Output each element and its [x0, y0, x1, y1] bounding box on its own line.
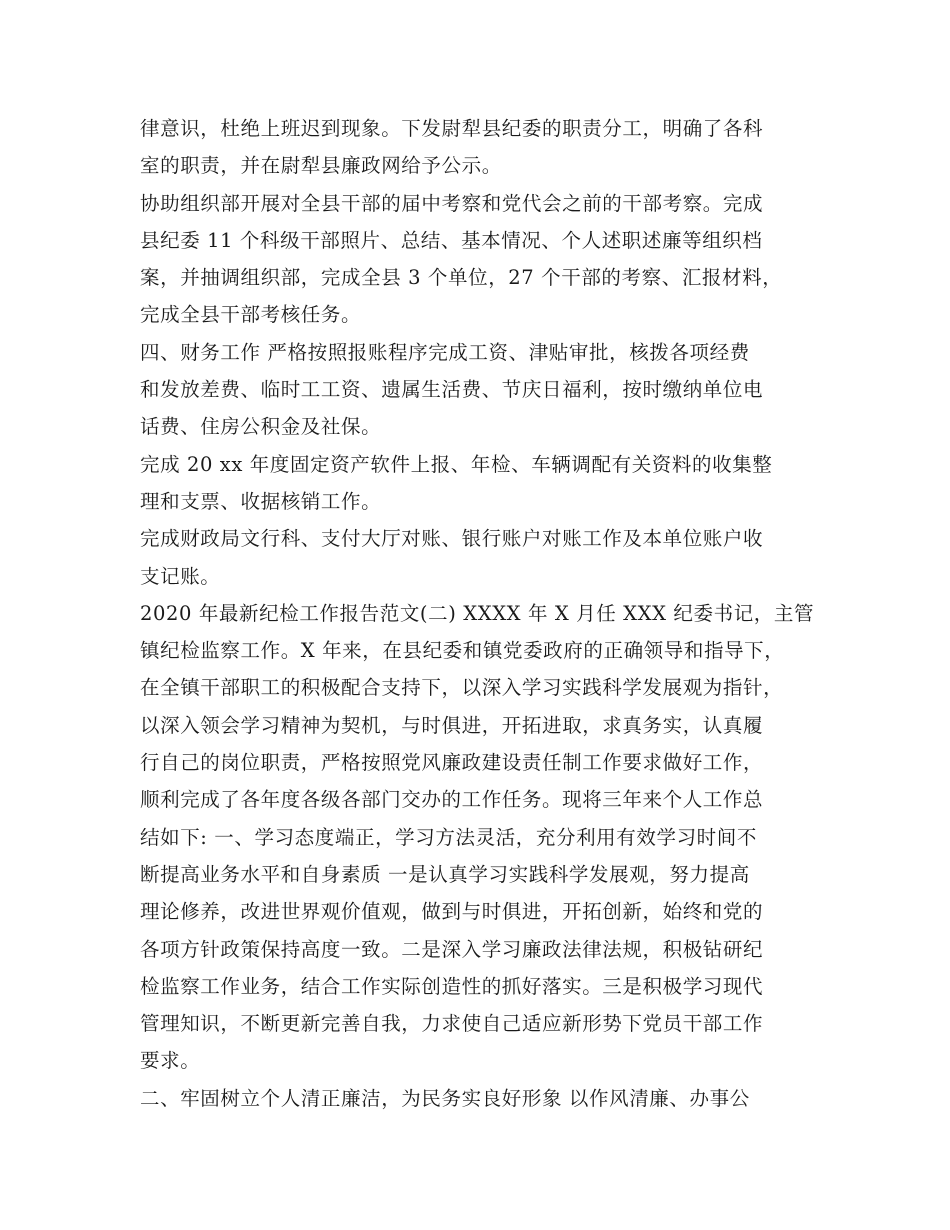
text-line: 各项方针政策保持高度一致。二是深入学习廉政法律法规，积极钻研纪 [140, 937, 764, 961]
text-line: 顺利完成了各年度各级各部门交办的工作任务。现将三年来个人工作总 [140, 788, 764, 812]
text-line: 话费、住房公积金及社保。 [140, 415, 382, 439]
text-line: 2020 年最新纪检工作报告范文(二) XXXX 年 X 月任 XXX 纪委书记，主管 [140, 601, 815, 625]
text-line: 协助组织部开展对全县干部的届中考察和党代会之前的干部考察。完成 [140, 191, 764, 215]
text-line: 镇纪检监察工作。X 年来，在县纪委和镇党委政府的正确领导和指导下， [140, 639, 785, 663]
text-line: 理和支票、收据核销工作。 [140, 489, 382, 513]
body-text [140, 110, 830, 1117]
text-line: 室的职责，并在尉犁县廉政网给予公示。 [140, 154, 502, 178]
text-line: 完成 20 xx 年度固定资产软件上报、年检、车辆调配有关资料的收集整 [140, 452, 773, 476]
text-line: 完成财政局文行科、支付大厅对账、银行账户对账工作及本单位账户收 [140, 527, 764, 551]
text-line: 结如下: 一、学习态度端正，学习方法灵活，充分利用有效学习时间不 [140, 825, 757, 849]
text-line: 管理知识，不断更新完善自我，力求使自己适应新形势下党员干部工作 [140, 1012, 764, 1036]
text-line: 在全镇干部职工的积极配合支持下，以深入学习实践科学发展观为指针， [140, 676, 784, 700]
text-line: 二、牢固树立个人清正廉洁，为民务实良好形象 以作风清廉、办事公 [140, 1086, 750, 1110]
text-line: 检监察工作业务，结合工作实际创造性的抓好落实。三是积极学习现代 [140, 974, 764, 998]
text-line: 完成全县干部考核任务。 [140, 303, 362, 327]
text-line: 律意识，杜绝上班迟到现象。下发尉犁县纪委的职责分工，明确了各科 [140, 117, 764, 140]
text-line: 理论修养，改进世界观价值观，做到与时俱进，开拓创新，始终和党的 [140, 900, 764, 924]
text-line: 案，并抽调组织部，完成全县 3 个单位，27 个干部的考察、汇报材料， [140, 266, 783, 290]
text-line: 行自己的岗位职责，严格按照党风廉政建设责任制工作要求做好工作， [140, 751, 764, 775]
text-line: 四、财务工作 严格按照报账程序完成工资、津贴审批，核拨各项经费 [140, 340, 750, 364]
text-line: 以深入领会学习精神为契机，与时俱进，开拓进取，求真务实，认真履 [140, 713, 764, 737]
text-line: 要求。 [140, 1049, 201, 1073]
text-line: 断提高业务水平和自身素质 一是认真学习实践科学发展观，努力提高 [140, 862, 750, 886]
text-line: 和发放差费、临时工工资、遗属生活费、节庆日福利，按时缴纳单位电 [140, 378, 764, 402]
text-line: 县纪委 11 个科级干部照片、总结、基本情况、个人述职述廉等组织档 [140, 228, 763, 252]
text-line: 支记账。 [140, 564, 221, 588]
